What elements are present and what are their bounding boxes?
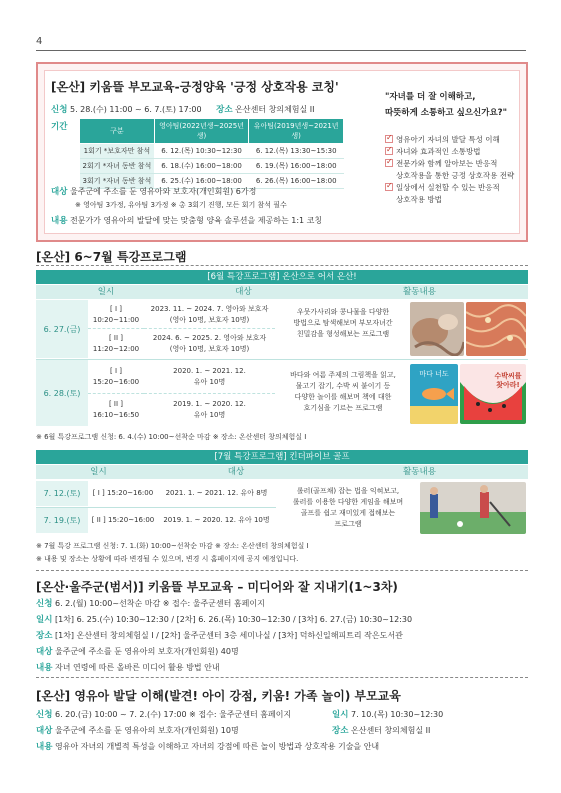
divider xyxy=(36,265,528,266)
activity-text: 우뭇가사리와 콩나물을 다양한 방법으로 탐색해보며 부모자녀간 친밀감을 형성해보는 프로그램 xyxy=(293,308,393,338)
activity-text: 롤러(골프채) 잡는 법을 익혀보고, 롤러를 이용한 다양한 게임을 해보며 골프를 쉽고 재미있게 접해보는 프로그램 xyxy=(292,487,404,528)
row-divider xyxy=(36,359,528,360)
content-label: 내용 xyxy=(51,216,68,226)
media-row: 대상 울주군에 주소를 둔 영유아의 보호자(개인회원) 40명 xyxy=(36,647,239,657)
photo-agar-play xyxy=(410,302,464,356)
time-slot: [ II ] 15:20~16:00 xyxy=(91,516,155,524)
target-label: 대상 xyxy=(51,187,68,197)
book-cover-sea xyxy=(410,364,458,424)
coaching-box xyxy=(36,62,528,242)
coaching-content xyxy=(51,214,322,226)
june-banner: [6월 특강프로그램] 온산으로 어서 온산! xyxy=(36,270,528,284)
check-item-cont: 상호작용을 통한 긍정 상호작용 전략 xyxy=(396,171,515,180)
checklist xyxy=(385,134,514,206)
schedule-cell: 1회기 *보호자만 참석 xyxy=(80,144,155,159)
check-item: ✓영유아기 자녀의 발달 특성 이해 xyxy=(385,134,514,146)
target-slot: 2021. 1. ~ 2021. 12. 유아 8명 xyxy=(165,489,268,497)
date-cell: 6. 28.(토) xyxy=(36,360,88,426)
dev-content: 내용 영유아 자녀의 개별적 특성을 이해하고 자녀의 강점에 따른 놀이 방법과 상호작용 기술을 안내 xyxy=(36,742,380,752)
target-slot: 2024. 6. ~ 2025. 2. 영아와 보호자 (영아 10명, 보호자 10명) xyxy=(152,334,267,353)
date-cell: 6. 27.(금) xyxy=(36,300,88,358)
date-cell: 7. 19.(토) xyxy=(36,508,88,533)
check-item: ✓일상에서 실천할 수 있는 반응적 xyxy=(385,182,514,194)
schedule-cell: 6. 19.(목) 16:00~18:00 xyxy=(249,159,344,174)
schedule-row xyxy=(80,144,344,159)
dev-date: 일시 7. 10.(목) 10:30~12:30 xyxy=(332,710,444,720)
photo-bean-sprouts xyxy=(466,302,526,356)
schedule-row xyxy=(80,159,344,174)
svg-text:마다 너도: 마다 너도 xyxy=(419,370,449,378)
schedule-cell: 6. 26.(목) 16:00~18:00 xyxy=(249,174,344,189)
activity-text: 바다와 여름 주제의 그림책을 읽고, 물고기 잡기, 수박 씨 붙이기 등 다양한 놀이를 해보며 책에 대한 호기심을 기르는 프로그램 xyxy=(290,371,396,412)
check-item: ✓전문가와 함께 알아보는 반응적 xyxy=(385,158,514,170)
photo-golf-class xyxy=(420,482,526,534)
dev-place: 장소 온산센터 창의체험실 II xyxy=(332,726,431,736)
media-details xyxy=(36,596,412,676)
checkbox-icon xyxy=(385,147,393,155)
date-cell: 7. 12.(토) xyxy=(36,481,88,506)
check-item-cont: 상호작용 방법 xyxy=(396,195,442,204)
july-note-2: ※ 내용 및 장소는 상황에 따라 변경될 수 있으며, 변경 시 홈페이지에 공지 예정입니다. xyxy=(36,555,299,563)
target-slot: 2019. 1. ~ 2020. 12. 유아 10명 xyxy=(173,400,246,419)
target-text: 울주군에 주소를 둔 영유아와 보호자(개인회원) 6가정 xyxy=(69,187,257,196)
apply-label: 신청 xyxy=(51,105,68,115)
period-label: 기간 xyxy=(51,122,68,132)
top-divider xyxy=(36,50,526,51)
quote-line-2: 따뜻하게 소통하고 싶으신가요?" xyxy=(385,108,508,118)
col-target: 대상 xyxy=(227,467,245,477)
time-slot: [ II ] 16:10~16:50 xyxy=(92,400,140,419)
place-label: 장소 xyxy=(216,105,233,115)
july-header-row xyxy=(36,465,528,479)
page-number: 4 xyxy=(36,36,43,47)
coaching-target xyxy=(51,185,256,197)
col-date: 일시 xyxy=(97,287,115,297)
coaching-title: [온산] 키움뜰 부모교육-긍정양육 '긍정 상호작용 코칭' xyxy=(51,80,339,94)
check-item: ✓자녀와 효과적인 소통방법 xyxy=(385,146,514,158)
time-slot: [ I ] 15:20~16:00 xyxy=(88,362,144,394)
target-sub: ※ 영아팀 3가정, 유아팀 3가정 ※ 총 3회기 진행, 모든 회기 참석 필수 xyxy=(75,201,287,209)
quote-line-1: "자녀를 더 잘 이해하고, xyxy=(385,92,476,102)
book-cover-watermelon xyxy=(460,364,526,424)
schedule-cell: 3회기 *자녀 동반 참석 xyxy=(80,174,155,189)
coaching-apply xyxy=(51,103,315,115)
june-note: ※ 6월 특강프로그램 신청: 6. 4.(수) 10:00~선착순 마감 ※ 장소: 온산센터 창의체험실 I xyxy=(36,433,307,441)
schedule-header: 구분 xyxy=(80,119,155,144)
july-note-1: ※ 7월 특강 프로그램 신청: 7. 1.(화) 10:00~선착순 마감 ※ 장소: 온산센터 창의체험실 I xyxy=(36,542,309,550)
july-banner: [7월 특강프로그램] 킨더파이브 골프 xyxy=(36,450,528,464)
time-slot: [ I ] 15:20~16:00 xyxy=(92,489,154,497)
dev-target: 대상 울주군에 주소를 둔 영유아의 보호자(개인회원) 10명 xyxy=(36,726,239,736)
target-slot: 2020. 1. ~ 2021. 12. 유아 10명 xyxy=(144,362,275,394)
apply-text: 5. 28.(수) 11:00 ~ 6. 7.(토) 17:00 xyxy=(69,105,202,114)
media-title: [온산·울주군(범서)] 키움뜰 부모교육 – 미디어와 잘 지내기(1~3차) xyxy=(36,580,398,594)
schedule-cell: 6. 18.(수) 16:00~18:00 xyxy=(154,159,249,174)
content-text: 전문가가 영유아의 발달에 맞는 맞춤형 양육 솔루션을 제공하는 1:1 코칭 xyxy=(69,216,323,225)
schedule-cell: 6. 25.(수) 16:00~18:00 xyxy=(154,174,249,189)
target-slot: 2023. 11. ~ 2024. 7. 영아와 보호자 (영아 10명, 보호자 10명) xyxy=(144,301,275,329)
col-date: 일시 xyxy=(90,467,107,477)
divider xyxy=(36,677,528,678)
checkbox-icon xyxy=(385,183,393,191)
media-row: 내용 자녀 연령에 따른 올바른 미디어 활용 방법 안내 xyxy=(36,663,220,673)
schedule-cell: 6. 12.(목) 13:30~15:30 xyxy=(249,144,344,159)
schedule-cell: 6. 12.(목) 10:30~12:30 xyxy=(154,144,249,159)
schedule-header-row xyxy=(80,119,344,144)
schedule-header: 유아팀(2019년생~2021년생) xyxy=(249,119,344,144)
june-header-row xyxy=(36,285,528,299)
media-row: 일시 [1차] 6. 25.(수) 10:30~12:30 / [2차] 6. 26.(목) 10:30~12:30 / [3차] 6. 27.(금) 10:30~12:30 xyxy=(36,615,413,625)
col-activity: 활동내용 xyxy=(403,287,436,297)
checkbox-icon xyxy=(385,135,393,143)
media-row: 장소 [1차] 온산센터 창의체험실 I / [2차] 울주군센터 3층 세미나실 / [3차] 덕하신일해피트리 작은도서관 xyxy=(36,631,403,641)
col-activity: 활동내용 xyxy=(403,467,436,477)
divider xyxy=(36,570,528,571)
coaching-schedule-table xyxy=(79,118,344,189)
target-slot: 2019. 1. ~ 2020. 12. 유아 10명 xyxy=(163,516,270,524)
col-target: 대상 xyxy=(235,287,252,297)
coaching-inner xyxy=(44,70,520,234)
schedule-cell: 2회기 *자녀 동반 참석 xyxy=(80,159,155,174)
dev-title: [온산] 영유아 발달 이해(발견! 아이 강점, 키움! 가족 놀이) 부모교육 xyxy=(36,689,401,703)
time-slot: [ II ] 11:20~12:00 xyxy=(92,334,140,353)
checkbox-icon xyxy=(385,159,393,167)
schedule-header: 영아팀(2022년생~2025년생) xyxy=(154,119,249,144)
place-text: 온산센터 창의체험실 II xyxy=(235,105,315,114)
time-slot: [ I ] 10:20~11:00 xyxy=(88,301,144,329)
media-row: 신청 6. 2.(월) 10:00~선착순 마감 ※ 접수: 울주군센터 홈페이지 xyxy=(36,599,265,609)
special-title: [온산] 6~7월 특강프로그램 xyxy=(36,250,187,264)
dev-apply: 신청 6. 20.(금) 10:00 ~ 7. 2.(수) 17:00 ※ 접수: 울주군센터 홈페이지 xyxy=(36,710,292,720)
book-title-text: 수박씨를 찾아라! xyxy=(494,372,522,389)
